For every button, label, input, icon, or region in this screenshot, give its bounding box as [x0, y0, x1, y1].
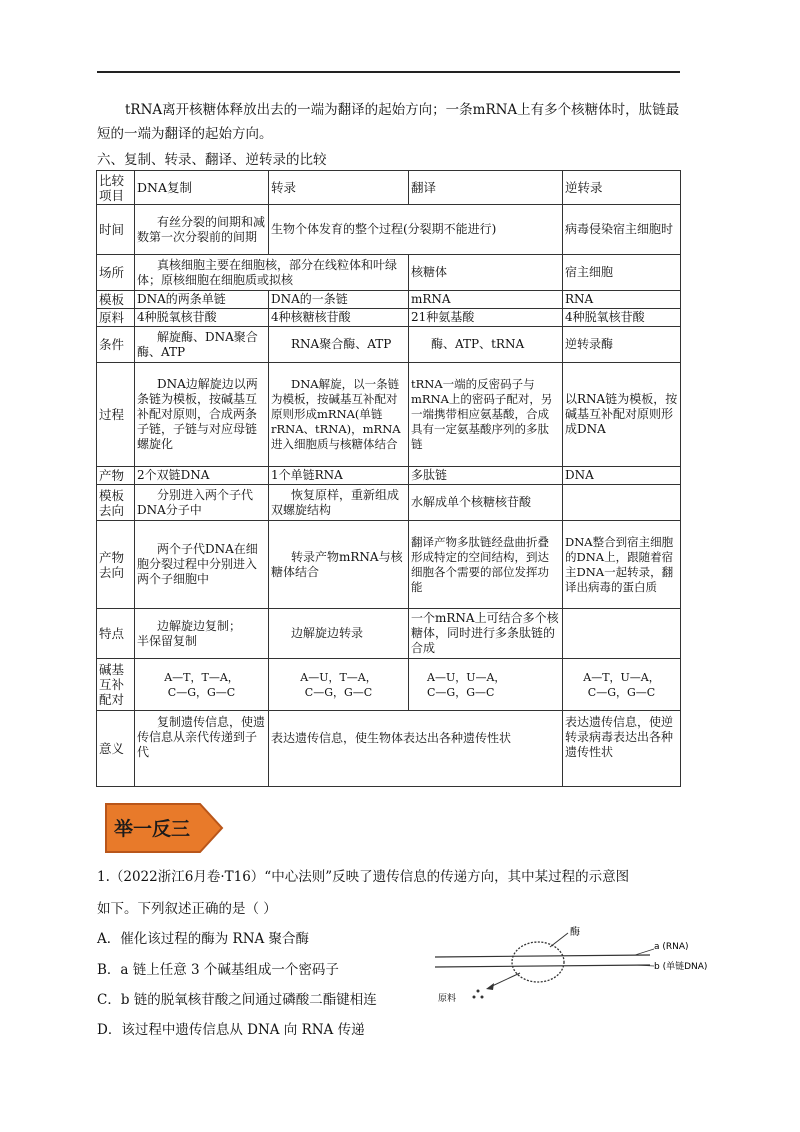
- table-cell: 4种脱氧核苷酸: [563, 309, 681, 327]
- transcription-diagram: [430, 925, 720, 1010]
- table-cell: 酶、ATP、tRNA: [409, 327, 563, 363]
- table-row: [97, 363, 681, 467]
- table-row: [97, 521, 681, 609]
- label-b-pointer: [635, 965, 654, 966]
- table-cell: 两个子代DNA在细胞分裂过程中分别进入两个子细胞中: [135, 521, 269, 609]
- row-label: 过程: [97, 363, 135, 467]
- table-row: [97, 485, 681, 521]
- table-cell: 2个双链DNA: [135, 467, 269, 485]
- header-cell: 比较项目: [97, 171, 135, 205]
- table-row: [97, 309, 681, 327]
- row-label: 意义: [97, 711, 135, 787]
- header-cell: 转录: [269, 171, 409, 205]
- table-cell: tRNA一端的反密码子与mRNA上的密码子配对，另一端携带相应氨基酸，合成具有一定氨基酸序列的多肽链: [409, 363, 563, 467]
- table-row: [97, 291, 681, 309]
- table-cell: DNA: [563, 467, 681, 485]
- table-cell: 表达遗传信息，使逆转录病毒表达出各种遗传性状: [563, 711, 681, 787]
- row-label: 原料: [97, 309, 135, 327]
- strand-b-line: [435, 965, 650, 967]
- table-row: [97, 467, 681, 485]
- table-cell: [563, 609, 681, 659]
- header-cell: 翻译: [409, 171, 563, 205]
- material-dot: [481, 996, 484, 999]
- table-cell: 转录产物mRNA与核糖体结合: [269, 521, 409, 609]
- badge-label: 举一反三: [113, 818, 191, 840]
- question-stem-line1: 1.（2022浙江6月卷·T16）“中心法则”反映了遗传信息的传递方向，其中某过程的示意图: [97, 869, 630, 885]
- table-cell: A—T，U—A， C—G，G—C: [563, 659, 681, 711]
- table-cell: 病毒侵染宿主细胞时: [563, 205, 681, 255]
- table-row: [97, 609, 681, 659]
- enzyme-pointer: [550, 933, 568, 947]
- table-cell: 逆转录酶: [563, 327, 681, 363]
- table-cell: DNA边解旋边以两条链为模板，按碱基互补配对原则，合成两条子链，子链与对应母链螺旋化: [135, 363, 269, 467]
- intro-paragraph: tRNA离开核糖体释放出去的一端为翻译的起始方向；一条mRNA上有多个核糖体时，肽链最短的一端为翻译的起始方向。: [97, 102, 680, 142]
- label-a: a (RNA): [654, 942, 689, 952]
- table-cell: 解旋酶、DNA聚合酶、ATP: [135, 327, 269, 363]
- table-cell: mRNA: [409, 291, 563, 309]
- table-row: [97, 327, 681, 363]
- section-heading: 六、复制、转录、翻译、逆转录的比较: [97, 152, 327, 168]
- table-cell: 边解旋边转录: [269, 609, 409, 659]
- table-cell: DNA整合到宿主细胞的DNA上，跟随着宿主DNA一起转录，翻译出病毒的蛋白质: [563, 521, 681, 609]
- table-cell: 21种氨基酸: [409, 309, 563, 327]
- header-cell: 逆转录: [563, 171, 681, 205]
- table-row: [97, 659, 681, 711]
- label-b: b (单链DNA): [654, 962, 708, 972]
- table-cell: 4种核糖核苷酸: [269, 309, 409, 327]
- section-badge: [104, 800, 226, 856]
- table-cell: 4种脱氧核苷酸: [135, 309, 269, 327]
- table-cell: 多肽链: [409, 467, 563, 485]
- row-label: 场所: [97, 255, 135, 291]
- material-dot: [477, 990, 480, 993]
- table-cell: 生物个体发育的整个过程(分裂期不能进行): [269, 205, 563, 255]
- material-arrowhead: [486, 983, 494, 990]
- option-c: C．b 链的脱氧核苷酸之间通过磷酸二酯键相连: [97, 992, 377, 1008]
- material-dot: [473, 996, 476, 999]
- table-row: [97, 205, 681, 255]
- table-cell: DNA的两条单链: [135, 291, 269, 309]
- row-label: 条件: [97, 327, 135, 363]
- table-cell: DNA解旋，以一条链为模板，按碱基互补配对原则形成mRNA(单链rRNA、tRNA)，mRNA进入细胞质与核糖体结合: [269, 363, 409, 467]
- table-row: [97, 255, 681, 291]
- strand-a-line: [435, 955, 650, 957]
- table-cell: 翻译产物多肽链经盘曲折叠形成特定的空间结构，到达细胞各个需要的部位发挥功能: [409, 521, 563, 609]
- label-a-pointer: [635, 949, 654, 955]
- enzyme-label: 酶: [570, 927, 580, 938]
- table-cell: 宿主细胞: [563, 255, 681, 291]
- table-cell: 核糖体: [409, 255, 563, 291]
- table-cell: A—U，U—A， C—G，G—C: [409, 659, 563, 711]
- table-cell: 以RNA链为模板，按碱基互补配对原则形成DNA: [563, 363, 681, 467]
- row-label: 产物去向: [97, 521, 135, 609]
- question-stem-line2: 如下。下列叙述正确的是（ ）: [97, 901, 277, 917]
- table-cell: 1个单链RNA: [269, 467, 409, 485]
- row-label: 时间: [97, 205, 135, 255]
- table-cell: A—T，T—A， C—G，G—C: [135, 659, 269, 711]
- table-cell: 边解旋边复制； 半保留复制: [135, 609, 269, 659]
- table-cell: 恢复原样，重新组成双螺旋结构: [269, 485, 409, 521]
- table-row: [97, 711, 681, 787]
- table-cell: A—U，T—A， C—G，G—C: [269, 659, 409, 711]
- row-label: 产物: [97, 467, 135, 485]
- row-label: 碱基互补配对: [97, 659, 135, 711]
- table-cell: 分别进入两个子代DNA分子中: [135, 485, 269, 521]
- option-b: B．a 链上任意 3 个碱基组成一个密码子: [97, 962, 339, 978]
- option-a: A．催化该过程的酶为 RNA 聚合酶: [97, 931, 310, 947]
- table-cell: 有丝分裂的间期和减数第一次分裂前的间期: [135, 205, 269, 255]
- header-rule: [97, 71, 680, 73]
- table-cell: 一个mRNA上可结合多个核糖体，同时进行多条肽链的合成: [409, 609, 563, 659]
- table-cell: 水解成单个核糖核苷酸: [409, 485, 563, 521]
- table-cell: 表达遗传信息，使生物体表达出各种遗传性状: [269, 711, 563, 787]
- row-label: 特点: [97, 609, 135, 659]
- table-header-row: [97, 171, 681, 205]
- row-label: 模板: [97, 291, 135, 309]
- enzyme-ellipse: [512, 942, 564, 982]
- row-label: 模板去向: [97, 485, 135, 521]
- table-cell: RNA聚合酶、ATP: [269, 327, 409, 363]
- comparison-table: [96, 170, 681, 787]
- material-arrow: [490, 973, 520, 987]
- table-cell: 真核细胞主要在细胞核，部分在线粒体和叶绿体；原核细胞在细胞质或拟核: [135, 255, 409, 291]
- option-d: D．该过程中遗传信息从 DNA 向 RNA 传递: [97, 1022, 365, 1038]
- material-label: 原料: [438, 994, 457, 1004]
- table-cell: DNA的一条链: [269, 291, 409, 309]
- table-cell: [563, 485, 681, 521]
- header-cell: DNA复制: [135, 171, 269, 205]
- table-cell: RNA: [563, 291, 681, 309]
- table-cell: 复制遗传信息，使遗传信息从亲代传递到子代: [135, 711, 269, 787]
